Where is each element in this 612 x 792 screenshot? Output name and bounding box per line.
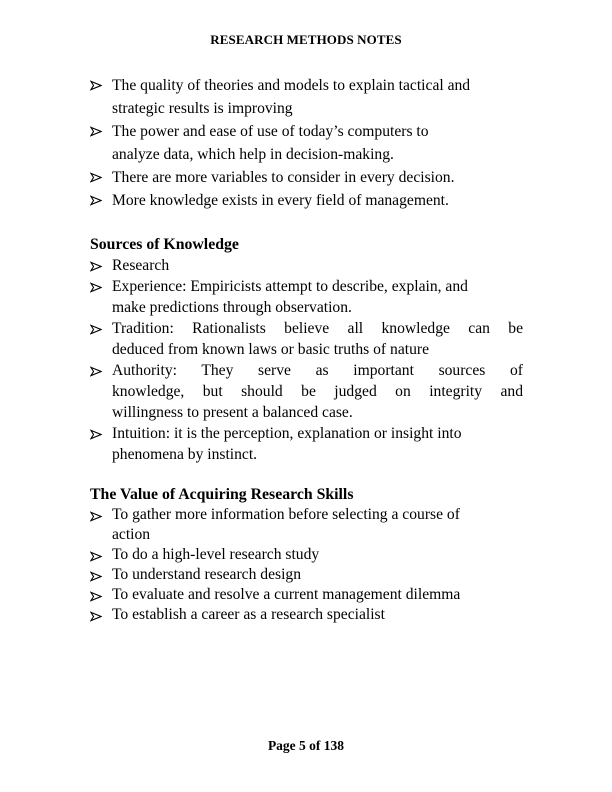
bullet-item (90, 605, 523, 625)
text-line: To gather more information before selecting a course of (112, 506, 460, 523)
bullet-item (90, 189, 523, 212)
text-line: make predictions through observation. (112, 299, 352, 316)
bullet-item-text (112, 585, 523, 605)
arrow-bullet-icon (90, 423, 112, 465)
bullet-item (90, 120, 523, 166)
bullet-item-text (112, 255, 523, 276)
text-line: The power and ease of use of today’s computers to (112, 123, 429, 140)
bullet-item (90, 360, 523, 423)
arrow-bullet-icon (90, 276, 112, 318)
bullet-item (90, 255, 523, 276)
text-line: Authority: They serve as important sources of (112, 362, 523, 379)
arrow-bullet-icon (90, 585, 112, 605)
text-line: Tradition: Rationalists believe all knowledge can be (112, 320, 523, 337)
text-line: knowledge, but should be judged on integrity and (112, 383, 523, 400)
bullet-item-text (112, 423, 523, 465)
arrow-bullet-icon (90, 166, 112, 189)
bullet-item (90, 276, 523, 318)
text-line: Experience: Empiricists attempt to describe, explain, and (112, 278, 468, 295)
text-line: To establish a career as a research specialist (112, 606, 385, 623)
bullet-item (90, 565, 523, 585)
bullet-item-text (112, 120, 523, 166)
bullet-item (90, 318, 523, 360)
bullet-item (90, 505, 523, 545)
page-footer: Page 5 of 138 (267, 738, 345, 753)
text-line: willingness to present a balanced case. (112, 404, 353, 421)
arrow-bullet-icon (90, 565, 112, 585)
bullet-item-text (112, 189, 523, 212)
bullet-item (90, 166, 523, 189)
text-line: Research (112, 257, 170, 274)
text-line: To understand research design (112, 566, 301, 583)
text-line: To do a high-level research study (112, 546, 320, 563)
bullet-item-text (112, 318, 523, 360)
section (90, 74, 523, 212)
page-title: RESEARCH METHODS NOTES (210, 32, 402, 47)
text-line: action (112, 526, 151, 543)
arrow-bullet-icon (90, 318, 112, 360)
bullet-item (90, 585, 523, 605)
bullet-item-text (112, 565, 523, 585)
arrow-bullet-icon (90, 255, 112, 276)
bullet-item-text (112, 545, 523, 565)
arrow-bullet-icon (90, 74, 112, 120)
document-content (0, 74, 612, 625)
bullet-item-text (112, 605, 523, 625)
text-line: The quality of theories and models to explain tactical and (112, 77, 471, 94)
text-line: phenomena by instinct. (112, 446, 258, 463)
text-line: strategic results is improving (112, 100, 293, 117)
text-line: deduced from known laws or basic truths of nature (112, 341, 429, 358)
section (90, 234, 523, 465)
text-line: analyze data, which help in decision-making. (112, 146, 394, 163)
section-heading: The Value of Acquiring Research Skills (90, 486, 354, 503)
arrow-bullet-icon (90, 605, 112, 625)
text-line: More knowledge exists in every field of management. (112, 192, 449, 209)
arrow-bullet-icon (90, 505, 112, 545)
text-line: To evaluate and resolve a current management dilemma (112, 586, 461, 603)
bullet-item (90, 74, 523, 120)
bullet-item (90, 423, 523, 465)
section (90, 485, 523, 625)
text-line: Intuition: it is the perception, explanation or insight into (112, 425, 462, 442)
arrow-bullet-icon (90, 189, 112, 212)
arrow-bullet-icon (90, 360, 112, 423)
text-line: There are more variables to consider in every decision. (112, 169, 455, 186)
section-heading: Sources of Knowledge (90, 236, 239, 253)
bullet-item (90, 545, 523, 565)
arrow-bullet-icon (90, 545, 112, 565)
bullet-item-text (112, 276, 523, 318)
bullet-item-text (112, 360, 523, 423)
bullet-item-text (112, 166, 523, 189)
bullet-item-text (112, 74, 523, 120)
bullet-item-text (112, 505, 523, 545)
arrow-bullet-icon (90, 120, 112, 166)
